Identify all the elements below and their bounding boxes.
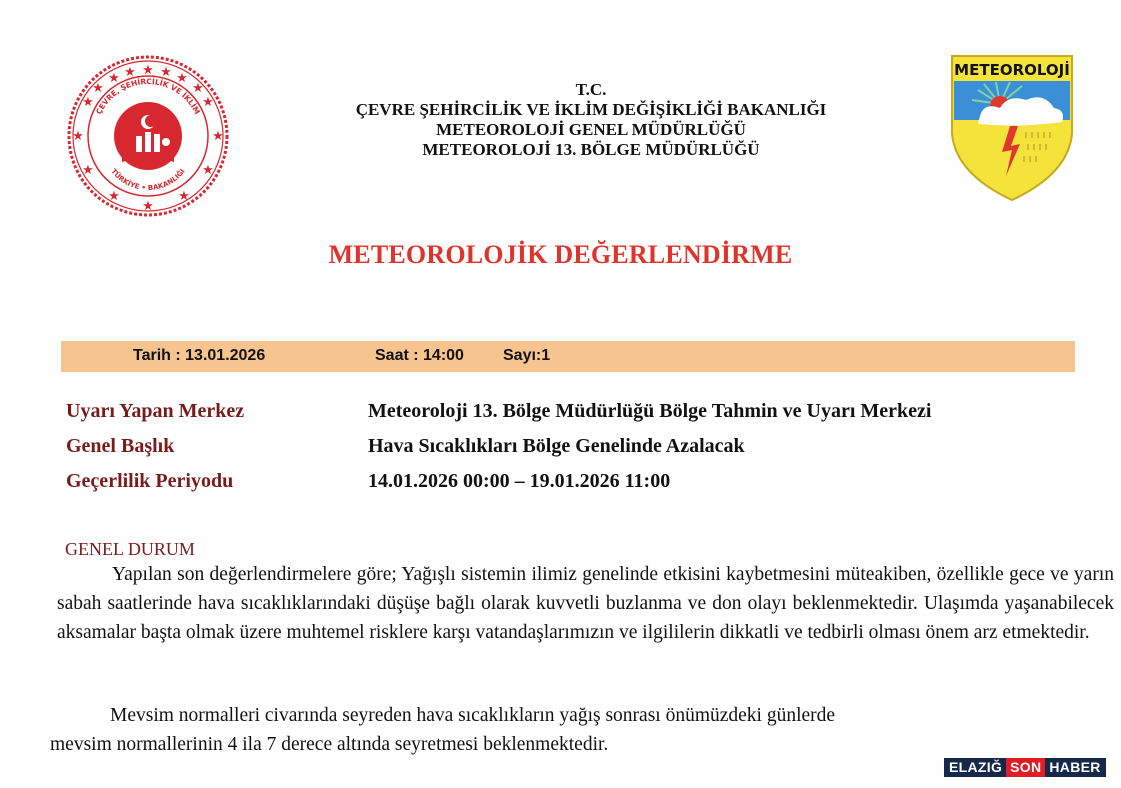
watermark-part-son: SON <box>1006 758 1045 777</box>
svg-text:★: ★ <box>142 198 154 213</box>
svg-text:★: ★ <box>202 94 214 109</box>
ministry-seal-icon <box>66 54 230 218</box>
institution-header <box>300 80 882 160</box>
svg-text:★: ★ <box>124 64 136 79</box>
svg-text:★: ★ <box>82 94 94 109</box>
header-line-directorate: METEOROLOJİ GENEL MÜDÜRLÜĞÜ <box>436 120 746 139</box>
watermark-part-elazig: ELAZIĞ <box>944 758 1006 777</box>
section-title-general-situation: GENEL DURUM <box>65 539 195 559</box>
meteoroloji-logo <box>950 54 1074 202</box>
svg-text:★: ★ <box>142 62 154 77</box>
watermark-part-haber: HABER <box>1045 758 1105 777</box>
paragraph-line-2: mevsim normallerinin 4 ila 7 derece altında seyretmesi beklenmektedir. <box>50 734 609 755</box>
svg-text:★: ★ <box>176 70 188 85</box>
svg-text:★: ★ <box>72 128 84 143</box>
issue-number-field: Sayı:1 <box>503 347 551 364</box>
svg-text:★: ★ <box>108 70 120 85</box>
ministry-seal-logo <box>66 54 230 218</box>
meta-label-issuing-center: Uyarı Yapan Merkez <box>66 400 245 422</box>
document-title: METEOROLOJİK DEĞERLENDİRME <box>328 240 793 269</box>
svg-text:★: ★ <box>212 128 224 143</box>
svg-text:METEOROLOJİ: METEOROLOJİ <box>954 61 1070 79</box>
time-field: Saat : 14:00 <box>375 347 464 364</box>
meta-value-general-title: Hava Sıcaklıkları Bölge Genelinde Azalacak <box>368 435 745 457</box>
header-line-ministry: ÇEVRE ŞEHİRCİLİK VE İKLİM DEĞİŞİKLİĞİ BAKANLIĞI <box>355 100 827 119</box>
meta-value-issuing-center: Meteoroloji 13. Bölge Müdürlüğü Bölge Tahmin ve Uyarı Merkezi <box>368 400 932 422</box>
paragraph-text: Yapılan son değerlendirmelere göre; Yağışlı sistemin ilimiz genelinde etkisini kaybetmesini müteakiben, özellikle gece ve yarın sabah saatlerinde hava sıcaklıklarındaki düşüşe bağlı olarak kuvvetli buzlanma ve don olayı beklenmektedir. Ulaşımda yaşanabilecek aksamalar başta olmak üzere muhtemel risklere karşı vatandaşlarımızın ve ilgililerin dikkatli ve tedbirli olması önem arz etmektedir. <box>57 564 1114 643</box>
news-source-watermark <box>944 758 1106 777</box>
svg-text:★: ★ <box>192 80 204 95</box>
header-line-region: METEOROLOJİ 13. BÖLGE MÜDÜRLÜĞÜ <box>422 140 760 159</box>
svg-text:TÜRKİYE • BAKANLIĞI: TÜRKİYE • BAKANLIĞI <box>109 167 187 193</box>
meta-value-validity-period: 14.01.2026 00:00 – 19.01.2026 11:00 <box>368 470 671 492</box>
svg-text:★: ★ <box>202 162 214 177</box>
header-line-tc: T.C. <box>575 80 607 99</box>
svg-text:★: ★ <box>160 64 172 79</box>
paragraph-general-situation <box>57 560 1114 647</box>
svg-text:★: ★ <box>178 188 190 203</box>
svg-text:★: ★ <box>108 188 120 203</box>
meta-label-general-title: Genel Başlık <box>66 435 175 457</box>
meteoroloji-shield-icon <box>950 54 1074 202</box>
svg-text:ÇEVRE, ŞEHİRCİLİK VE İKLİM: ÇEVRE, ŞEHİRCİLİK VE İKLİM <box>94 76 202 116</box>
paragraph-temperature-outlook <box>50 701 1050 759</box>
svg-text:★: ★ <box>82 162 94 177</box>
paragraph-line-1: Mevsim normalleri civarında seyreden hava sıcaklıkların yağış sonrası önümüzdeki günlerde <box>110 705 836 726</box>
svg-text:★: ★ <box>92 80 104 95</box>
meta-label-validity-period: Geçerlilik Periyodu <box>66 470 234 492</box>
date-field: Tarih : 13.01.2026 <box>133 347 266 364</box>
info-band <box>61 341 1075 372</box>
